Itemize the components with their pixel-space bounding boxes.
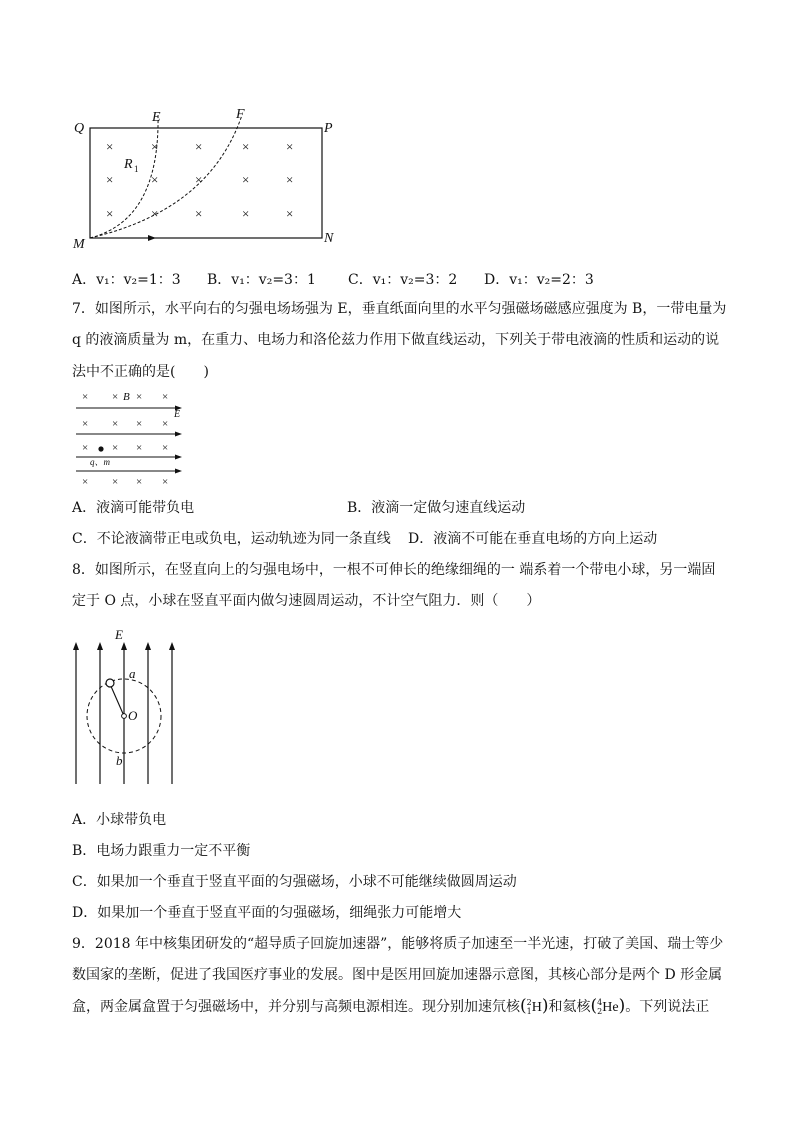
helium-charge-number: 2 bbox=[597, 1007, 603, 1016]
label-r1: R bbox=[124, 157, 133, 172]
deuteron-charge-number: 1 bbox=[526, 1007, 532, 1016]
deuteron-nuclide: ( 2 1 H) bbox=[520, 996, 549, 1016]
cross: × bbox=[286, 139, 294, 154]
cross: × bbox=[112, 418, 119, 430]
label-q-m: q、m bbox=[90, 457, 110, 467]
q6-option-d: D．v₁：v₂=2：3 bbox=[484, 272, 594, 288]
label-m: M bbox=[73, 237, 85, 250]
q9-line-3-text-2: 和氦核 bbox=[548, 999, 591, 1015]
cross: × bbox=[112, 442, 119, 454]
q9-line-3-text: 盒，两金属盒置于匀强磁场中，并分别与高频电源相连。现分别加速氘核 bbox=[72, 999, 520, 1015]
q8-option-a: A．小球带负电 bbox=[72, 812, 167, 828]
cross: × bbox=[242, 139, 250, 154]
label-e: E bbox=[152, 110, 161, 125]
deuteron-mass-number: 2 bbox=[526, 998, 532, 1007]
magnetic-field-rectangle-figure bbox=[60, 100, 360, 250]
label-a: a bbox=[129, 666, 136, 681]
cross: × bbox=[162, 442, 169, 454]
cross: × bbox=[106, 139, 114, 154]
q6-option-a: A．v₁：v₂=1：3 bbox=[72, 272, 181, 288]
q7-option-d: D．液滴不可能在垂直电场的方向上运动 bbox=[408, 531, 658, 547]
cross: × bbox=[162, 418, 169, 430]
cross: × bbox=[106, 206, 114, 221]
cross: × bbox=[151, 206, 159, 221]
label-r1-subscript: 1 bbox=[134, 164, 139, 174]
q7-option-b: B．液滴一定做匀速直线运动 bbox=[347, 500, 526, 516]
q7-option-a: A．液滴可能带负电 bbox=[72, 500, 195, 516]
cross: × bbox=[82, 391, 89, 403]
cross: × bbox=[136, 418, 143, 430]
cross: × bbox=[242, 206, 250, 221]
cross: × bbox=[136, 442, 143, 454]
cross: × bbox=[112, 476, 119, 488]
label-o: O bbox=[128, 708, 138, 723]
q7-field-figure bbox=[70, 386, 200, 490]
velocity-arrowhead bbox=[148, 235, 156, 241]
q8-option-d: D．如果加一个垂直于竖直平面的匀强磁场，细绳张力可能增大 bbox=[72, 905, 462, 921]
q6-option-b: B．v₁：v₂=3：1 bbox=[207, 272, 316, 288]
trajectory-r1 bbox=[90, 115, 158, 238]
helium-nuclide: ( 4 2 He) bbox=[590, 996, 626, 1016]
q8-line-1: 8．如图所示，在竖直向上的匀强电场中，一根不可伸长的绝缘细绳的一 端系着一个带电小球，另一端固 bbox=[72, 562, 716, 578]
cross: × bbox=[106, 172, 114, 187]
cross: × bbox=[82, 442, 89, 454]
label-b: b bbox=[116, 753, 123, 768]
label-n: N bbox=[324, 231, 334, 246]
label-e: E bbox=[115, 627, 123, 642]
helium-mass-number: 4 bbox=[597, 998, 603, 1007]
label-b: B bbox=[123, 391, 130, 403]
cross: × bbox=[195, 172, 203, 187]
cross: × bbox=[286, 206, 294, 221]
label-f: F bbox=[236, 107, 245, 122]
cross: × bbox=[162, 391, 169, 403]
e-field-lines bbox=[73, 642, 175, 784]
q6-option-c: C．v₁：v₂=3：2 bbox=[348, 272, 458, 288]
field-crosses bbox=[106, 139, 293, 221]
helium-symbol: He bbox=[602, 1000, 619, 1015]
pivot-o bbox=[122, 714, 127, 719]
cross: × bbox=[112, 391, 119, 403]
label-p: P bbox=[324, 121, 333, 136]
cross: × bbox=[286, 172, 294, 187]
string bbox=[110, 684, 124, 716]
ball bbox=[106, 679, 114, 687]
q7-crosses bbox=[82, 391, 168, 488]
q9-line-1: 9．2018 年中核集团研发的“超导质子回旋加速器”，能够将质子加速至一半光速，打破了美国、瑞士等少 bbox=[72, 936, 724, 952]
cross: × bbox=[162, 476, 169, 488]
label-e: E bbox=[174, 409, 181, 420]
cross: × bbox=[136, 476, 143, 488]
q8-line-2: 定于 O 点，小球在竖直平面内做匀速圆周运动，不计空气阻力．则（ ） bbox=[72, 593, 541, 609]
label-q: Q bbox=[74, 121, 85, 136]
q9-line-2: 数国家的垄断，促进了我国医疗事业的发展。图中是医用回旋加速器示意图，其核心部分是两个 D 形金属 bbox=[72, 967, 723, 983]
cross: × bbox=[195, 206, 203, 221]
q7-option-c: C．不论液滴带正电或负电，运动轨迹为同一条直线 bbox=[72, 531, 391, 547]
cross: × bbox=[82, 476, 89, 488]
cross: × bbox=[136, 391, 143, 403]
deuteron-symbol: H bbox=[531, 1000, 542, 1015]
q9-line-3 bbox=[72, 996, 709, 1018]
q8-circular-motion-figure bbox=[66, 622, 196, 788]
cross: × bbox=[195, 139, 203, 154]
q7-line-2: q 的液滴质量为 m，在重力、电场力和洛伦兹力作用下做直线运动，下列关于带电液滴的性质和运动的说 bbox=[72, 332, 720, 348]
cross: × bbox=[82, 418, 89, 430]
cross: × bbox=[151, 172, 159, 187]
q7-line-3: 法中不正确的是( ) bbox=[72, 364, 209, 380]
q8-option-b: B．电场力跟重力一定不平衡 bbox=[72, 843, 251, 859]
q9-line-3-text-3: 。下列说法正 bbox=[625, 999, 710, 1015]
droplet bbox=[98, 446, 103, 451]
q8-option-c: C．如果加一个垂直于竖直平面的匀强磁场，小球不可能继续做圆周运动 bbox=[72, 874, 517, 890]
q7-line-1: 7．如图所示，水平向右的匀强电场场强为 E，垂直纸面向里的水平匀强磁场磁感应强度为 B，一带电量为 bbox=[72, 301, 727, 317]
cross: × bbox=[151, 139, 159, 154]
cross: × bbox=[242, 172, 250, 187]
